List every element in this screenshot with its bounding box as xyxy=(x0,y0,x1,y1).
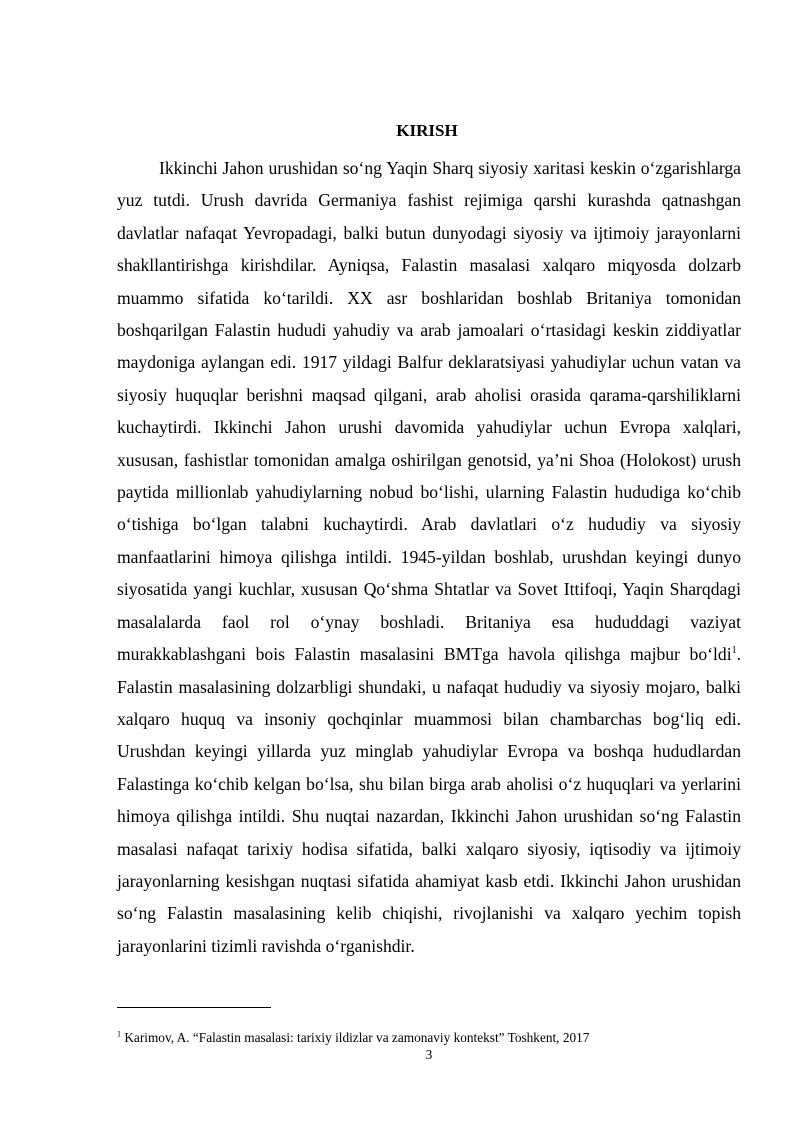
footnote xyxy=(117,1029,757,1046)
section-heading: KIRISH xyxy=(396,121,458,140)
footnote-separator xyxy=(117,1007,271,1008)
body-paragraph xyxy=(117,152,741,962)
footnote-reference[interactable]: 1 xyxy=(731,645,737,657)
paragraph-text-part-2: . Falastin masalasining dolzarbligi shundaki, u nafaqat hududiy va siyosiy mojaro, balki xalqaro huquq va insoniy qochqinlar muammosi bilan chambarchas bog‘liq edi. Urushdan keyingi yillarda yuz minglab yahudiylar Evropa va boshqa hududlardan Falastinga ko‘chib kelgan bo‘lsa, shu bilan birga arab aholisi o‘z huquqlari va yerlarini himoya qilishga intildi. Shu nuqtai nazardan, Ikkinchi Jahon urushidan so‘ng Falastin masalasi nafaqat tarixiy hodisa sifatida, balki xalqaro siyosiy, iqtisodiy va ijtimoiy jarayonlarning kesishgan nuqtasi sifatida ahamiyat kasb etdi. Ikkinchi Jahon urushidan so‘ng Falastin masalasining kelib chiqishi, rivojlanishi va xalqaro yechim topish jarayonlarini tizimli ravishda o‘rganishdir. xyxy=(117,644,741,956)
paragraph-text-part-1: Ikkinchi Jahon urushidan so‘ng Yaqin Sharq siyosiy xaritasi keskin o‘zgarishlarga yuz tutdi. Urush davrida Germaniya fashist rejimiga qarshi kurashda qatnashgan davlatlar nafaqat Yevropadagi, balki butun dunyodagi siyosiy va ijtimoiy jarayonlarni shakllantirishga kirishdilar. Ayniqsa, Falastin masalasi xalqaro miqyosda dolzarb muammo sifatida ko‘tarildi. XX asr boshlaridan boshlab Britaniya tomonidan boshqarilgan Falastin hududi yahudiy va arab jamoalari o‘rtasidagi keskin ziddiyatlar maydoniga aylangan edi. 1917 yildagi Balfur deklaratsiyasi yahudiylar uchun vatan va siyosiy huquqlar berishni maqsad qilgani, arab aholisi orasida qarama-qarshiliklarni kuchaytirdi. Ikkinchi Jahon urushi davomida yahudiylar uchun Evropa xalqlari, xususan, fashistlar tomonidan amalga oshirilgan genotsid, ya’ni Shoa (Holokost) urush paytida millionlab yahudiylarning nobud bo‘lishi, ularning Falastin hududiga ko‘chib o‘tishiga bo‘lgan talabni kuchaytirdi. Arab davlatlari o‘z hududiy va siyosiy manfaatlarini himoya qilishga intildi. 1945-yildan boshlab, urushdan keyingi dunyo siyosatida yangi kuchlar, xususan Qo‘shma Shtatlar va Sovet Ittifoqi, Yaqin Sharqdagi masalalarda faol rol o‘ynay boshladi. Britaniya esa hududdagi vaziyat murakkablashgani bois Falastin masalasini BMTga havola qilishga majbur bo‘ldi xyxy=(117,158,741,665)
footnote-text: Karimov, A. “Falastin masalasi: tarixiy ildizlar va zamonaviy kontekst” Toshkent, 2017 xyxy=(124,1030,590,1045)
page-number: 3 xyxy=(425,1047,433,1062)
footnote-marker: 1 xyxy=(117,1029,121,1039)
